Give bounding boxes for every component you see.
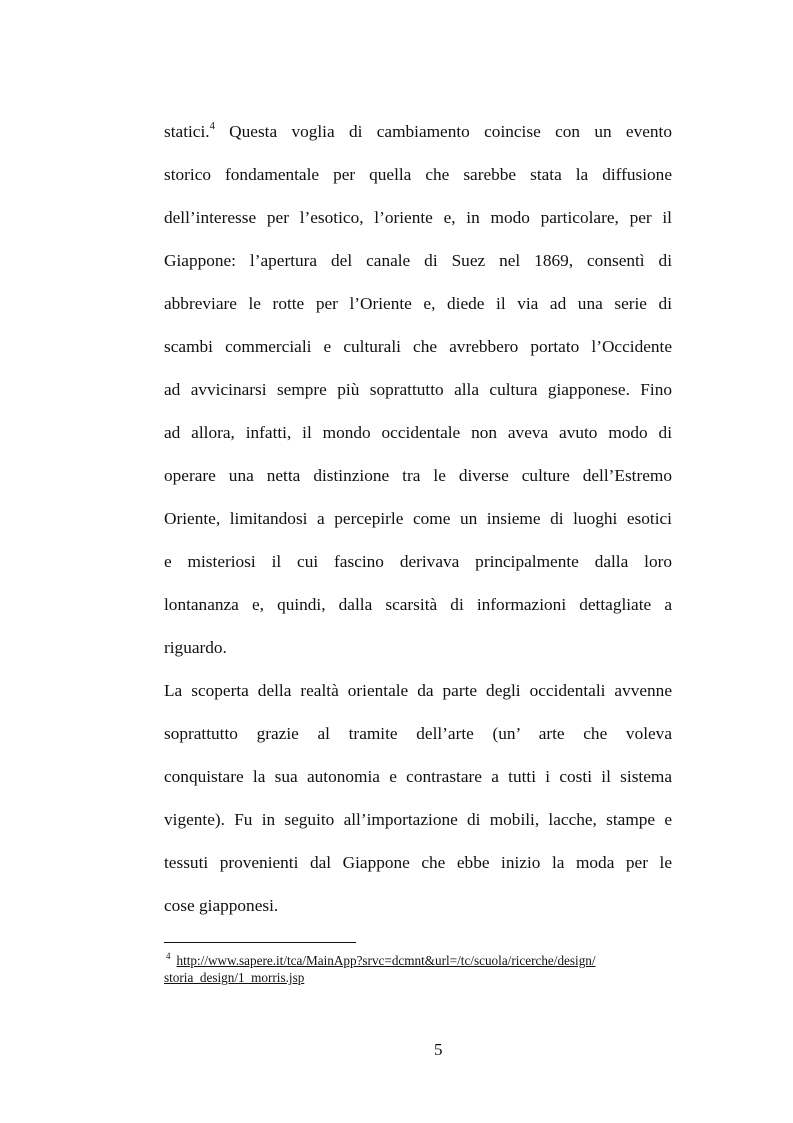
body-line-8: ad allora, infatti, il mondo occidentale non aveva avuto modo di (164, 423, 672, 442)
body-line-3: dell’interesse per l’esotico, l’oriente e, in modo particolare, per il (164, 208, 672, 227)
page-number: 5 (434, 1040, 443, 1059)
body-text-fragment: Questa voglia di cambiamento coincise con un evento (214, 122, 672, 141)
footnote-link-continuation[interactable]: storia_design/1_morris.jsp (164, 970, 305, 985)
body-line-2: storico fondamentale per quella che sarebbe stata la diffusione (164, 165, 672, 184)
body-line-9: operare una netta distinzione tra le diverse culture dell’Estremo (164, 466, 672, 485)
body-line-1 (164, 122, 672, 142)
body-line-11: e misteriosi il cui fascino derivava principalmente dalla loro (164, 552, 672, 571)
footnote-link[interactable]: http://www.sapere.it/tca/MainApp?srvc=dcmnt&url=/tc/scuola/ricerche/design/ (176, 953, 596, 968)
body-line-13: riguardo. (164, 638, 227, 657)
body-line-18: tessuti provenienti dal Giappone che ebbe inizio la moda per le (164, 853, 672, 872)
body-text-fragment: statici. (164, 122, 210, 141)
body-line-17: vigente). Fu in seguito all’importazione di mobili, lacche, stampe e (164, 810, 672, 829)
body-line-16: conquistare la sua autonomia e contrastare a tutti i costi il sistema (164, 767, 672, 786)
footnote-line-2 (164, 970, 304, 986)
footnote-line-1 (164, 953, 596, 969)
body-line-12: lontananza e, quindi, dalla scarsità di informazioni dettagliate a (164, 595, 672, 614)
body-line-10: Oriente, limitandosi a percepirle come un insieme di luoghi esotici (164, 509, 672, 528)
body-line-7: ad avvicinarsi sempre più soprattutto alla cultura giapponese. Fino (164, 380, 672, 399)
body-line-15: soprattutto grazie al tramite dell’arte (un’ arte che voleva (164, 724, 672, 743)
footnote-separator (164, 942, 356, 943)
footnote-reference[interactable]: 4 (209, 121, 215, 132)
footnote-marker: 4 (166, 951, 171, 961)
body-line-14: La scoperta della realtà orientale da parte degli occidentali avvenne (164, 681, 672, 700)
body-line-19: cose giapponesi. (164, 896, 279, 915)
body-line-6: scambi commerciali e culturali che avrebbero portato l’Occidente (164, 337, 672, 356)
body-line-5: abbreviare le rotte per l’Oriente e, diede il via ad una serie di (164, 294, 672, 313)
body-line-4: Giappone: l’apertura del canale di Suez nel 1869, consentì di (164, 251, 672, 270)
